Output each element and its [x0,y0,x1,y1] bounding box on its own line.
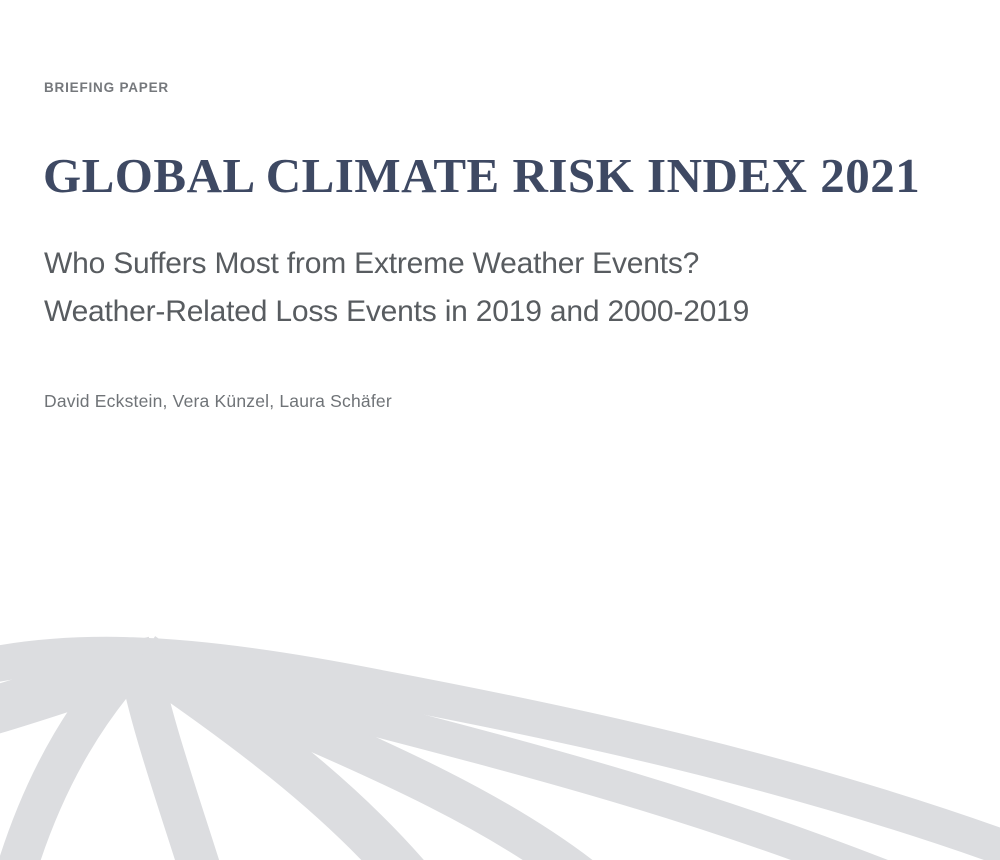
globe-watermark-icon [0,560,1000,860]
subtitle-line-2: Weather-Related Loss Events in 2019 and 2000-2019 [44,294,750,328]
subtitle-line-1: Who Suffers Most from Extreme Weather Events? [44,247,700,280]
authors-line: David Eckstein, Vera Künzel, Laura Schäfer [44,391,392,411]
page-title: GLOBAL CLIMATE RISK INDEX 2021 [43,148,921,203]
kicker-label: BRIEFING PAPER [44,80,169,95]
subtitle [44,240,749,335]
